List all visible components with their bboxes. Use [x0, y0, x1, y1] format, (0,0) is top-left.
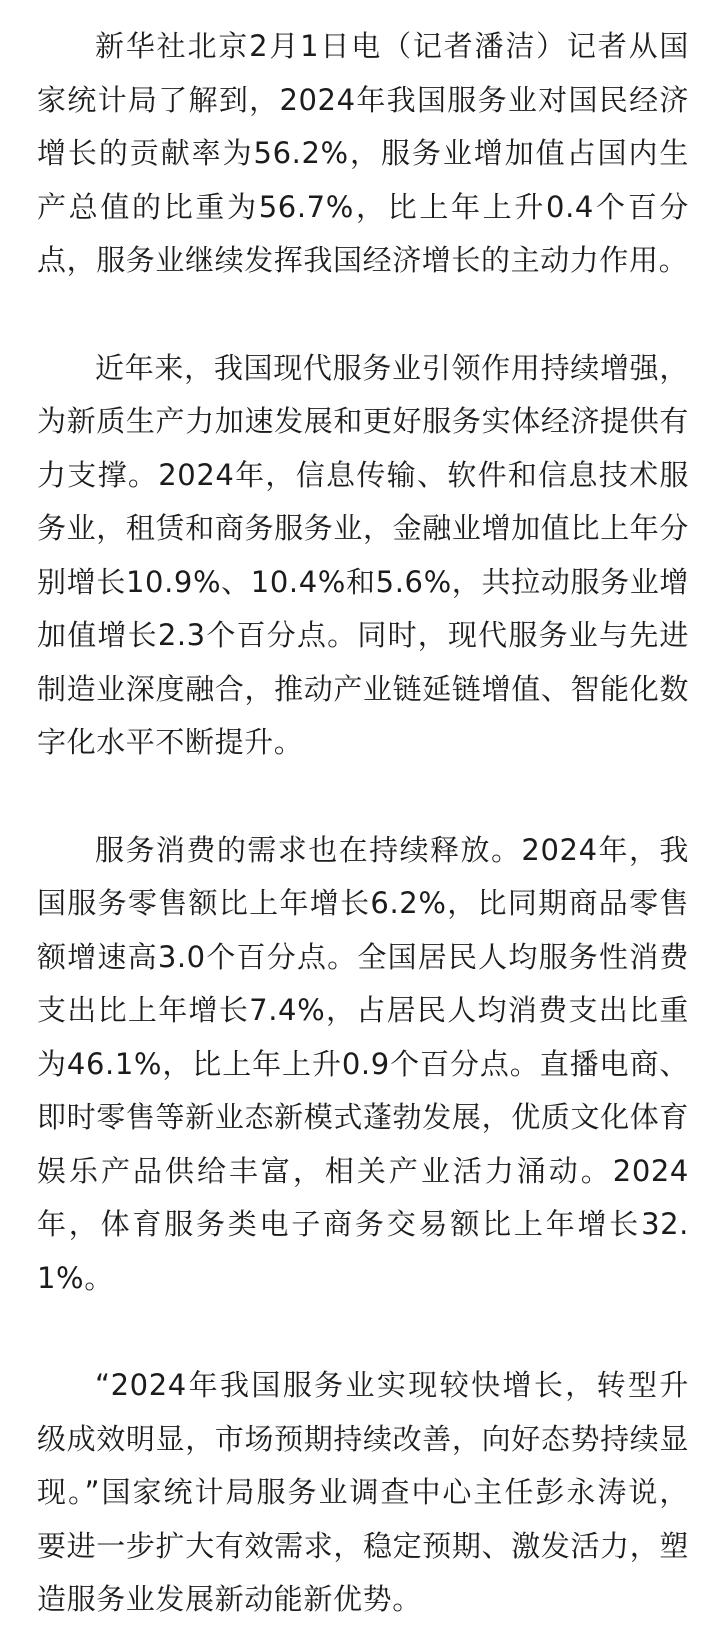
- paragraph-service-consumption: 服务消费的需求也在持续释放。2024年，我国服务零售额比上年增长6.2%，比同期商品零售额增速高3.0个百分点。全国居民人均服务性消费支出比上年增长7.4%，占居民人均消费支出比重为46.1%，比上年上升0.9个百分点。直播电商、即时零售等新业态新模式蓬勃发展，优质文化体育娱乐产品供给丰富，相关产业活力涌动。2024年，体育服务类电子商务交易额比上年增长32.1%。: [37, 832, 689, 1295]
- paragraph-official-quote: “2024年我国服务业实现较快增长，转型升级成效明显，市场预期持续改善，向好态势持续显现。”国家统计局服务业调查中心主任彭永涛说，要进一步扩大有效需求，稳定预期、激发活力，塑造服务业发展新动能新优势。: [37, 1368, 689, 1616]
- paragraph-lead: 新华社北京2月1日电（记者潘洁）记者从国家统计局了解到，2024年我国服务业对国民经济增长的贡献率为56.2%，服务业增加值占国内生产总值的比重为56.7%，比上年上升0.4个百分点，服务业继续发挥我国经济增长的主动力作用。: [37, 29, 689, 277]
- paragraph-modern-services: 近年来，我国现代服务业引领作用持续增强，为新质生产力加速发展和更好服务实体经济提供有力支撑。2024年，信息传输、软件和信息技术服务业，租赁和商务服务业，金融业增加值比上年分别增长10.9%、10.4%和5.6%，共拉动服务业增加值增长2.3个百分点。同时，现代服务业与先进制造业深度融合，推动产业链延链增值、智能化数字化水平不断提升。: [37, 350, 689, 759]
